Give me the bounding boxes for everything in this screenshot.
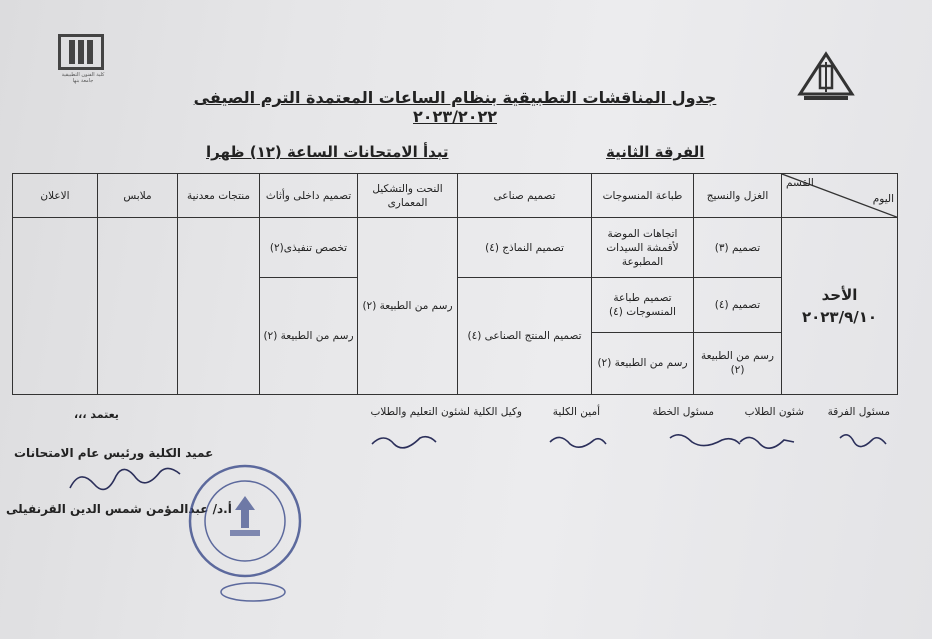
column-header: طباعة المنسوجات xyxy=(592,174,694,218)
corner-cell xyxy=(782,174,898,218)
table-cell: اتجاهات الموضة لأقمشة السيدات المطبوعة xyxy=(592,218,694,278)
dean-name: أ.د/ عبدالمؤمن شمس الدين القرنفيلى xyxy=(6,502,232,516)
day-cell xyxy=(782,218,898,395)
faculty-logo xyxy=(58,34,108,92)
exam-schedule-table xyxy=(12,173,898,395)
dean-signature xyxy=(60,462,200,502)
column-header: الاعلان xyxy=(13,174,98,218)
sig-vice-dean: وكيل الكلية لشئون التعليم والطلاب xyxy=(370,406,522,418)
table-cell: تصميم (٤) xyxy=(694,278,782,332)
sig-college-secretary: أمين الكلية xyxy=(552,406,600,418)
sig-student-affairs: شئون الطلاب xyxy=(744,406,804,418)
table-cell-empty xyxy=(178,218,260,395)
table-cell: تصميم النماذج (٤) xyxy=(458,218,592,278)
table-cell-empty xyxy=(98,218,178,395)
level-label: الفرقة الثانية xyxy=(606,143,705,161)
column-header: تصميم داخلى وأثاث xyxy=(260,174,358,218)
approve-label: يعتمد ،،، xyxy=(74,408,119,421)
dean-title: عميد الكلية ورئيس عام الامتحانات xyxy=(14,446,214,460)
faculty-logo-caption: كلية الفنون التطبيقية جامعة بنها xyxy=(61,72,105,84)
official-stamp xyxy=(186,462,304,580)
table-row xyxy=(13,218,898,278)
table-cell: تخصص تنفيذى(٢) xyxy=(260,218,358,278)
faculty-logo-mark xyxy=(58,34,104,70)
sig-level-officer: مسئول الفرقة xyxy=(827,406,890,418)
corner-dept-label: القسم xyxy=(786,177,814,189)
table-cell: رسم من الطبيعة (٢) xyxy=(694,332,782,394)
day-name: الأحد xyxy=(821,286,858,305)
table-cell: رسم من الطبيعة (٢) xyxy=(358,218,458,395)
column-header: النحت والتشكيل المعمارى xyxy=(358,174,458,218)
university-logo xyxy=(796,50,856,110)
column-header: ملابس xyxy=(98,174,178,218)
table-cell: تصميم طباعة المنسوجات (٤) xyxy=(592,278,694,332)
table-header-row xyxy=(13,174,898,218)
column-header: منتجات معدنية xyxy=(178,174,260,218)
column-header: تصميم صناعى xyxy=(458,174,592,218)
table-cell: رسم من الطبيعة (٢) xyxy=(592,332,694,394)
start-time-label: تبدأ الامتحانات الساعة (١٢) ظهرا xyxy=(206,143,449,161)
column-header: الغزل والنسيج xyxy=(694,174,782,218)
day-date: ٢٠٢٣/٩/١٠ xyxy=(801,308,878,327)
sig-plan-officer: مسئول الخطة xyxy=(652,406,714,418)
table-cell: تصميم المنتج الصناعى (٤) xyxy=(458,278,592,395)
corner-day-label: اليوم xyxy=(872,193,894,205)
stamp-number xyxy=(218,580,288,604)
table-cell: رسم من الطبيعة (٢) xyxy=(260,278,358,395)
signature-labels-row xyxy=(300,406,890,422)
table-cell-empty xyxy=(13,218,98,395)
handwritten-signatures xyxy=(370,428,890,458)
table-cell: تصميم (٣) xyxy=(694,218,782,278)
page-title: جدول المناقشات التطبيقية بنظام الساعات المعتمدة الترم الصيفى ٢٠٢٣/٢٠٢٢ xyxy=(193,88,717,126)
